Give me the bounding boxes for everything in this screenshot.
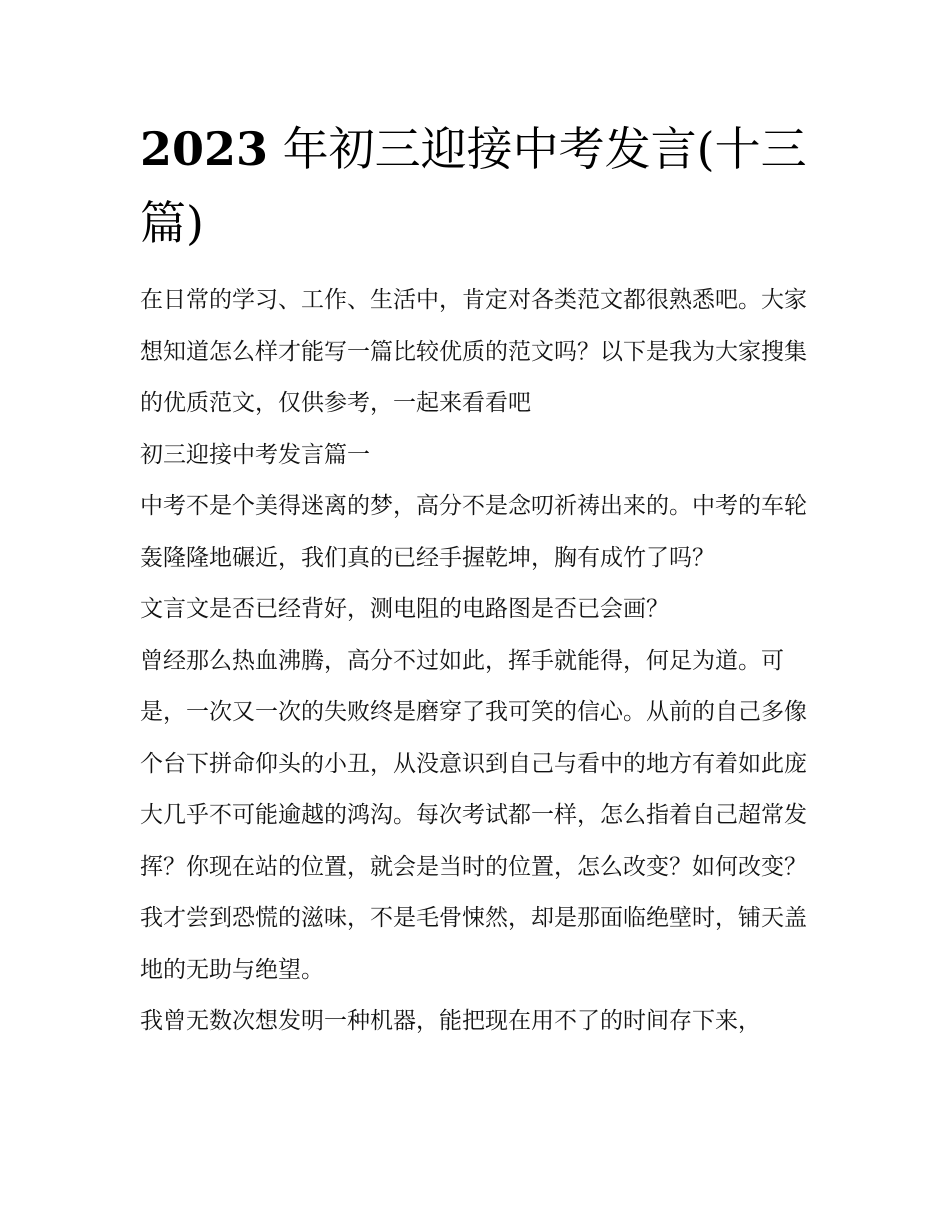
body-paragraph: 中考不是个美得迷离的梦，高分不是念叨祈祷出来的。中考的车轮轰隆隆地碾近，我们真的已经手握乾坤，胸有成竹了吗？ bbox=[140, 493, 807, 571]
section-heading: 初三迎接中考发言篇一 bbox=[140, 441, 370, 468]
body-paragraph: 曾经那么热血沸腾，高分不过如此，挥手就能得，何足为道。可是，一次又一次的失败终是磨穿了我可笑的信心。从前的自己多像个台下拼命仰头的小丑，从没意识到自己与看中的地方有着如此庞大几乎不可能逾越的鸿沟。每次考试都一样，怎么指着自己超常发挥？你现在站的位置，就会是当时的位置，怎么改变？如何改变？ bbox=[140, 647, 807, 880]
body-paragraph: 我曾无数次想发明一种机器，能把现在用不了的时间存下来， bbox=[140, 1008, 761, 1034]
document-title bbox=[140, 112, 820, 260]
body-paragraph: 文言文是否已经背好，测电阻的电路图是否已会画？ bbox=[140, 596, 669, 622]
intro-paragraph: 在日常的学习、工作、生活中，肯定对各类范文都很熟悉吧。大家想知道怎么样才能写一篇比较优质的范文吗？以下是我为大家搜集的优质范文，仅供参考，一起来看看吧 bbox=[140, 287, 807, 416]
title-text: 年初三迎接中考发言(十三篇) bbox=[140, 122, 807, 250]
body-paragraph: 我才尝到恐慌的滋味，不是毛骨悚然，却是那面临绝壁时，铺天盖地的无助与绝望。 bbox=[140, 905, 807, 983]
title-year: 2023 bbox=[140, 122, 269, 176]
document-body bbox=[140, 275, 815, 1048]
